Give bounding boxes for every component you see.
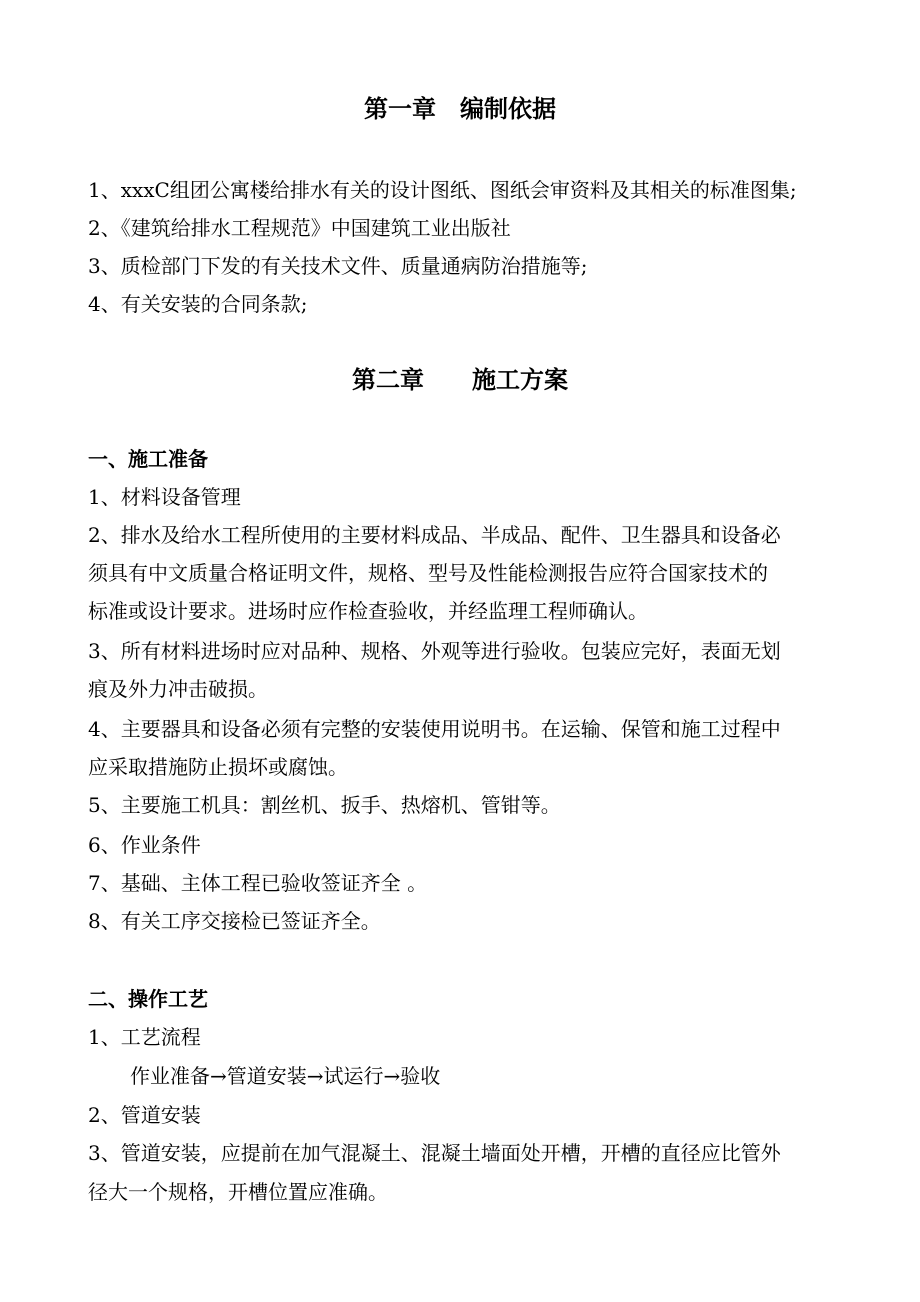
paragraph-line: 痕及外力冲击破损。 bbox=[88, 677, 268, 701]
paragraph-line: 标准或设计要求。进场时应作检查验收，并经监理工程师确认。 bbox=[88, 599, 648, 623]
paragraph-line: 2、排水及给水工程所使用的主要材料成品、半成品、配件、卫生器具和设备必 bbox=[88, 523, 781, 547]
process-flow-line: 作业准备→管道安装→试运行→验收 bbox=[130, 1064, 441, 1088]
paragraph-line: 2、管道安装 bbox=[88, 1103, 201, 1127]
paragraph-line: 1、工艺流程 bbox=[88, 1025, 201, 1049]
section-heading: 二、操作工艺 bbox=[88, 987, 208, 1011]
paragraph-line: 7、基础、主体工程已验收签证齐全 。 bbox=[88, 871, 428, 895]
chapter-1-item: 4、有关安装的合同条款; bbox=[88, 292, 308, 316]
chapter-1-item: 3、质检部门下发的有关技术文件、质量通病防治措施等; bbox=[88, 254, 588, 278]
chapter-2-title: 第二章 施工方案 bbox=[352, 365, 568, 394]
paragraph-line: 4、主要器具和设备必须有完整的安装使用说明书。在运输、保管和施工过程中 bbox=[88, 717, 781, 741]
paragraph-line: 径大一个规格，开槽位置应准确。 bbox=[88, 1180, 388, 1204]
paragraph-line: 3、所有材料进场时应对品种、规格、外观等进行验收。包装应完好，表面无划 bbox=[88, 639, 781, 663]
paragraph-line: 1、材料设备管理 bbox=[88, 485, 241, 509]
paragraph-line: 3、管道安装，应提前在加气混凝土、混凝土墙面处开槽，开槽的直径应比管外 bbox=[88, 1141, 781, 1165]
paragraph-line: 8、有关工序交接检已签证齐全。 bbox=[88, 909, 381, 933]
chapter-1-item: 1、xxxC组团公寓楼给排水有关的设计图纸、图纸会审资料及其相关的标准图集; bbox=[88, 178, 797, 202]
paragraph-line: 5、主要施工机具：割丝机、扳手、热熔机、管钳等。 bbox=[88, 793, 561, 817]
paragraph-line: 应采取措施防止损坏或腐蚀。 bbox=[88, 755, 348, 779]
section-heading: 一、施工准备 bbox=[88, 447, 208, 471]
chapter-1-item: 2、《建筑给排水工程规范》中国建筑工业出版社 bbox=[88, 216, 511, 240]
paragraph-line: 6、作业条件 bbox=[88, 833, 201, 857]
chapter-1-title: 第一章 编制依据 bbox=[364, 94, 556, 123]
paragraph-line: 须具有中文质量合格证明文件，规格、型号及性能检测报告应符合国家技术的 bbox=[88, 561, 768, 585]
